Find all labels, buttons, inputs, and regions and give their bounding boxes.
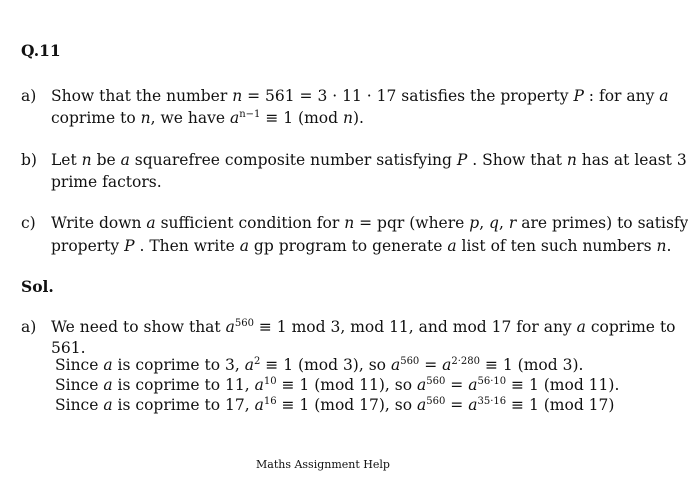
solution-a-line-3: Since a is coprime to 3, $a^2 \equiv 1$ (mod 3), so $a^{560} = a^{2\cdot 280} \equiv 1$ (mod 3).	[55, 356, 584, 374]
question-heading: Q.11	[21, 41, 61, 60]
solution-a-line-1: We need to show that $a^{560} \equiv 1$ mod 3, mod 11, and mod 17 for any a coprime to	[51, 318, 676, 336]
solution-heading: Sol.	[21, 277, 54, 296]
question-b-marker: b)	[21, 151, 37, 169]
question-a-line-1: Show that the number n = 561 = 3 · 11 · 17 satisfies the property P : for any a	[51, 87, 669, 105]
solution-a-marker: a)	[21, 318, 37, 336]
question-c-line-1: Write down a sufficient condition for n = pqr (where p, q, r are primes) to satisfy	[51, 214, 688, 232]
solution-a-line-5: Since a is coprime to 17, $a^{16} \equiv 1$ (mod 17), so $a^{560} = a^{35\cdot 16} \equiv 1$ (mod 17)	[55, 396, 615, 414]
question-c-marker: c)	[21, 214, 36, 232]
question-a-marker: a)	[21, 87, 37, 105]
footer-text: Maths Assignment Help	[256, 458, 390, 471]
question-c-line-2: property P . Then write a gp program to generate a list of ten such numbers n.	[51, 237, 672, 255]
question-b-line-1: Let n be a squarefree composite number satisfying P . Show that n has at least 3	[51, 151, 687, 169]
question-b-line-2: prime factors.	[51, 173, 162, 191]
question-a-line-2: coprime to n, we have $a^{n-1} \equiv 1$ (mod n).	[51, 109, 364, 127]
solution-a-line-2: 561.	[51, 339, 86, 357]
solution-a-line-4: Since a is coprime to 11, $a^{10} \equiv 1$ (mod 11), so $a^{560} = a^{56\cdot 10} \equiv 1$ (mod 11).	[55, 376, 620, 394]
